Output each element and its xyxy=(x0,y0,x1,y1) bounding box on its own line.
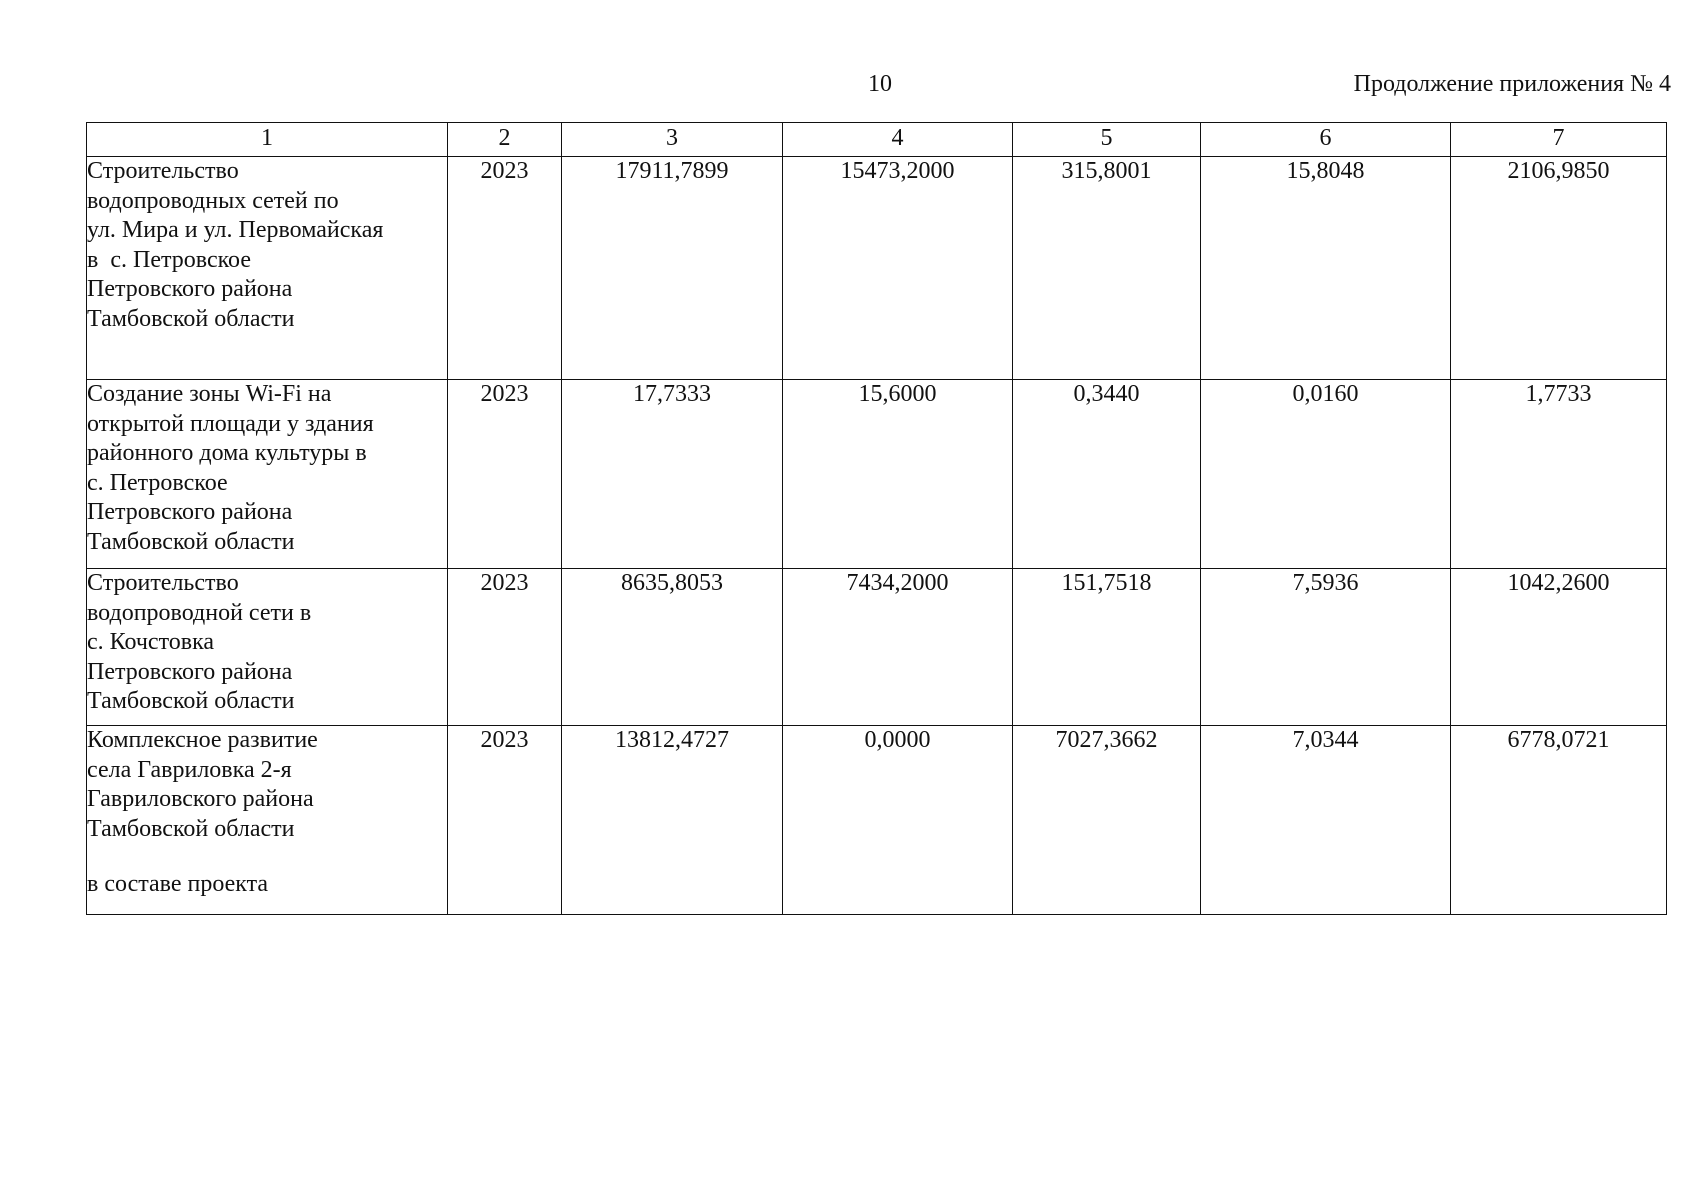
year-cell: 2023 xyxy=(448,726,562,915)
value-cell-col3: 17911,7899 xyxy=(562,157,783,380)
column-header-1: 1 xyxy=(87,123,448,157)
project-name-line: с. Петровское xyxy=(87,469,228,496)
value-cell-col7: 2106,9850 xyxy=(1451,157,1667,380)
project-name-line: Строительство xyxy=(87,158,239,184)
value-cell-col6: 15,8048 xyxy=(1201,157,1451,380)
project-name-line: Петровского района xyxy=(87,276,293,302)
project-name-cell xyxy=(87,157,448,380)
column-header-4: 4 xyxy=(783,123,1013,157)
column-header-5: 5 xyxy=(1013,123,1201,157)
project-name-line: открытой площади у здания xyxy=(87,410,374,437)
project-name-line: Тамбовской области xyxy=(87,815,295,842)
table-row xyxy=(87,726,1667,915)
column-header-7: 7 xyxy=(1451,123,1667,157)
value-cell-col5: 0,3440 xyxy=(1013,380,1201,569)
value-cell-col6: 7,0344 xyxy=(1201,726,1451,915)
project-name-line: Петровского района xyxy=(87,499,293,525)
project-name-line: ул. Мира и ул. Первомайская xyxy=(87,217,384,243)
project-name-line: Тамбовской области xyxy=(87,305,295,332)
project-name-line: Тамбовской области xyxy=(87,688,295,714)
project-name-line: Строительство xyxy=(87,570,239,596)
page-number: 10 xyxy=(868,71,892,97)
value-cell-col5: 151,7518 xyxy=(1013,569,1201,726)
value-cell-col7: 1042,2600 xyxy=(1451,569,1667,726)
project-name-line: районного дома культуры в xyxy=(87,440,367,466)
project-name-line: водопроводной сети в xyxy=(87,599,312,626)
value-cell-col7: 1,7733 xyxy=(1451,380,1667,569)
project-name-cell xyxy=(87,726,448,915)
value-cell-col6: 0,0160 xyxy=(1201,380,1451,569)
project-name-line: села Гавриловка 2-я xyxy=(87,756,292,783)
value-cell-col4: 0,0000 xyxy=(783,726,1013,915)
project-name-line: Тамбовской области xyxy=(87,528,295,555)
value-cell-col4: 15,6000 xyxy=(783,380,1013,569)
year-cell: 2023 xyxy=(448,157,562,380)
value-cell-col6: 7,5936 xyxy=(1201,569,1451,726)
project-name-line: в с. Петровское xyxy=(87,246,251,273)
project-name-line: Создание зоны Wi-Fi на xyxy=(87,381,332,407)
project-name-line: с. Кочстовка xyxy=(87,629,215,655)
column-number-row xyxy=(87,123,1667,157)
table-body xyxy=(87,157,1667,915)
value-cell-col3: 13812,4727 xyxy=(562,726,783,915)
value-cell-col4: 15473,2000 xyxy=(783,157,1013,380)
project-name-line: водопроводных сетей по xyxy=(87,187,339,214)
data-table xyxy=(86,122,1667,915)
year-cell: 2023 xyxy=(448,569,562,726)
table-row xyxy=(87,569,1667,726)
project-name-line: Петровского района xyxy=(87,658,293,685)
year-cell: 2023 xyxy=(448,380,562,569)
appendix-continuation-label: Продолжение приложения № 4 xyxy=(1353,71,1671,97)
project-name-line: Гавриловского района xyxy=(87,786,314,812)
column-header-3: 3 xyxy=(562,123,783,157)
value-cell-col4: 7434,2000 xyxy=(783,569,1013,726)
column-header-2: 2 xyxy=(448,123,562,157)
project-name-line-spacer xyxy=(87,844,447,870)
project-name-cell xyxy=(87,380,448,569)
table-row xyxy=(87,380,1667,569)
value-cell-col7: 6778,0721 xyxy=(1451,726,1667,915)
project-name-cell xyxy=(87,569,448,726)
table-header xyxy=(87,123,1667,157)
table-row xyxy=(87,157,1667,380)
project-name-line: Комплексное развитие xyxy=(87,727,318,753)
value-cell-col3: 8635,8053 xyxy=(562,569,783,726)
column-header-6: 6 xyxy=(1201,123,1451,157)
value-cell-col3: 17,7333 xyxy=(562,380,783,569)
project-name-line: в составе проекта xyxy=(87,871,269,897)
value-cell-col5: 7027,3662 xyxy=(1013,726,1201,915)
value-cell-col5: 315,8001 xyxy=(1013,157,1201,380)
